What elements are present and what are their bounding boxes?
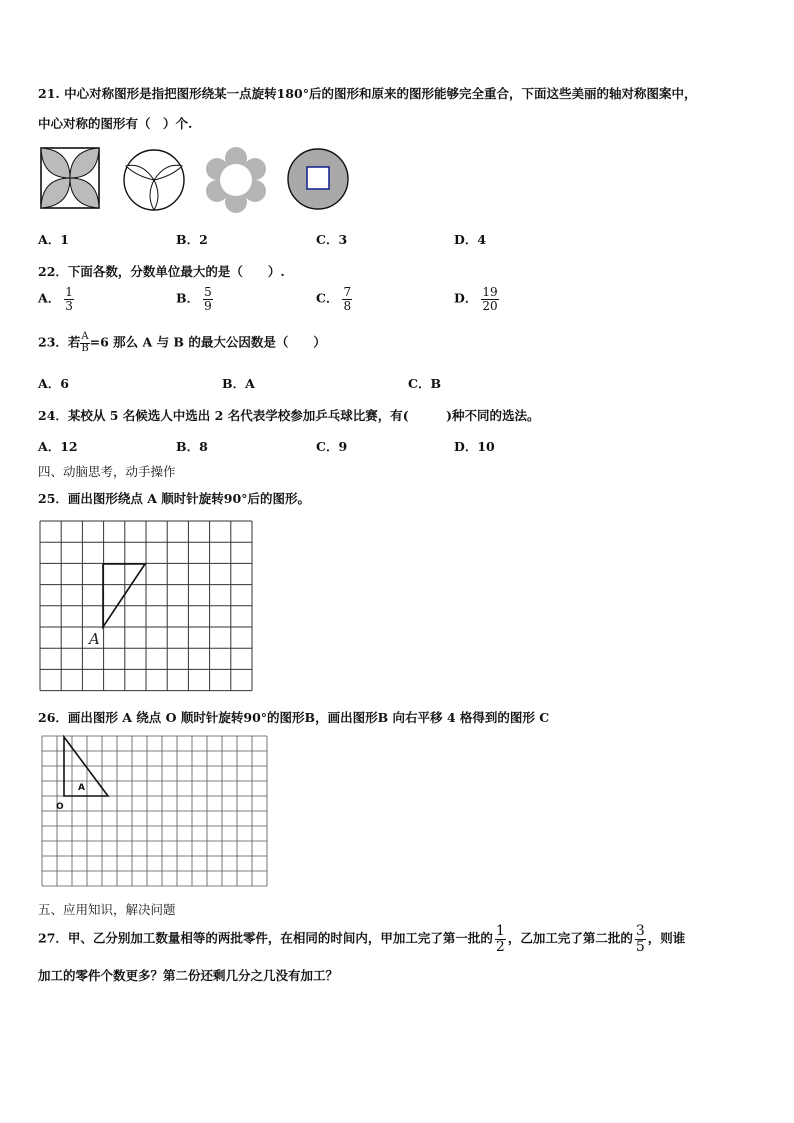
q27-part3: ，则谁 <box>647 930 686 946</box>
q24-text: 24．某校从 5 名候选人中选出 2 名代表学校参加乒乓球比赛，有( )种不同的选法。 <box>38 408 540 423</box>
q25-point-a-label: A <box>89 630 100 648</box>
q27-fraction-1: $\frac{1}{2}$ <box>495 923 505 955</box>
q22-option-c[interactable] <box>316 286 352 312</box>
q23-prefix: 23．若 <box>38 334 81 350</box>
q24-option-b[interactable]: B．8 <box>176 439 208 454</box>
q23-option-b[interactable]: B．A <box>222 376 255 391</box>
q23-fraction: $\frac{A}{B}$ <box>81 331 89 354</box>
section-4-heading: 四、动脑思考，动手操作 <box>38 464 176 479</box>
figure-flower <box>203 146 269 214</box>
q22-option-b-label: B． <box>176 290 200 306</box>
figure-circle-three-petals <box>122 148 186 212</box>
q22-option-a-label: A． <box>38 290 61 306</box>
q22-option-d-fraction: $\frac{19}{20}$ <box>482 285 498 313</box>
q22-option-d-label: D． <box>454 290 478 306</box>
q22-option-a[interactable] <box>38 286 74 312</box>
q22-option-c-fraction: $\frac{7}{8}$ <box>343 285 352 313</box>
q27-text-line1 <box>38 924 685 954</box>
q25-triangle <box>103 564 145 627</box>
q27-fraction-2: $\frac{3}{5}$ <box>635 923 645 955</box>
q22-option-b[interactable] <box>176 286 213 312</box>
q22-option-a-fraction: $\frac{1}{3}$ <box>65 285 73 313</box>
q21-option-d[interactable]: D．4 <box>454 232 487 247</box>
q24-option-c[interactable]: C．9 <box>316 439 348 454</box>
q24-option-d[interactable]: D．10 <box>454 439 495 454</box>
q25-grid[interactable] <box>39 520 255 692</box>
figure-square-petals <box>40 147 100 209</box>
q23-text <box>38 332 326 354</box>
q23-option-c[interactable]: C．B <box>408 376 442 391</box>
figure-coin <box>286 147 350 211</box>
q25-text: 25．画出图形绕点 A 顺时针旋转90°后的图形。 <box>38 491 310 506</box>
q26-point-o-label: O <box>56 802 64 812</box>
q21-option-a[interactable]: A．1 <box>38 232 69 247</box>
q23-suffix: =6 那么 A 与 B 的最大公因数是（ ） <box>89 334 326 350</box>
q26-grid[interactable] <box>40 735 270 891</box>
q27-part1: 27．甲、乙分别加工数量相等的两批零件，在相同的时间内，甲加工完了第一批的 <box>38 930 493 946</box>
q22-option-d[interactable] <box>454 286 499 312</box>
q27-part2: ，乙加工完了第二批的 <box>507 930 633 946</box>
q22-option-b-fraction: $\frac{5}{9}$ <box>204 285 212 313</box>
q22-text: 22．下面各数，分数单位最大的是（ ）. <box>38 264 285 279</box>
q24-option-a[interactable]: A．12 <box>38 439 78 454</box>
q23-option-a[interactable]: A．6 <box>38 376 69 391</box>
q26-shape-label-a: A <box>78 783 85 793</box>
q22-option-c-label: C． <box>316 290 339 306</box>
q21-option-c[interactable]: C．3 <box>316 232 348 247</box>
q27-text-line2: 加工的零件个数更多？第二份还剩几分之几没有加工？ <box>38 968 339 983</box>
q21-option-b[interactable]: B．2 <box>176 232 208 247</box>
q26-text: 26．画出图形 A 绕点 O 顺时针旋转90°的图形B，画出图形B 向右平移 4 格得到的图形 C <box>38 710 550 725</box>
q21-text-line2: 中心对称的图形有（ ）个. <box>38 116 193 131</box>
section-5-heading: 五、应用知识，解决问题 <box>38 902 176 917</box>
q21-text-line1: 21. 中心对称图形是指把图形绕某一点旋转180°后的图形和原来的图形能够完全重合，下面这些美丽的轴对称图案中， <box>38 86 697 101</box>
q26-triangle-a <box>64 737 108 796</box>
